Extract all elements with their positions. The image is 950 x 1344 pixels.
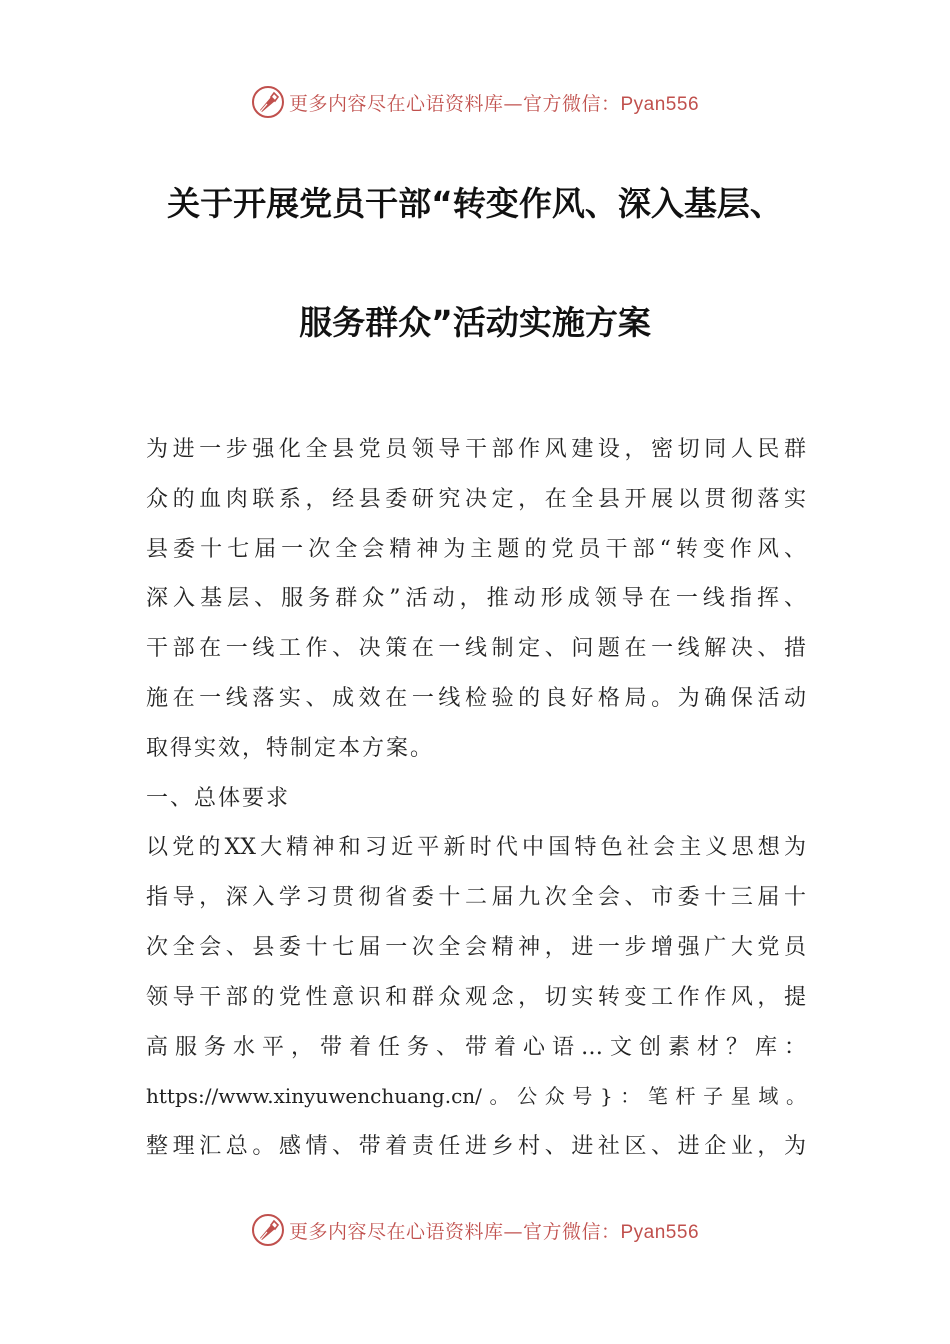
body-line: 以党的XX大精神和习近平新时代中国特色社会主义思想为	[146, 835, 806, 861]
body-line: 深入基层、服务群众”活动，推动形成领导在一线指挥、	[146, 586, 806, 612]
wechat-id: Pyan556	[620, 93, 700, 115]
body-line: 干部在一线工作、决策在一线制定、问题在一线解决、措	[146, 636, 806, 662]
body-line-url: https://www.xinyuwenchuang.cn/。公众号}：笔杆子星域。	[146, 1084, 806, 1109]
body-line: 次全会、县委十七届一次全会精神，进一步增强广大党员	[146, 934, 806, 960]
body-line: 取得实效，特制定本方案。	[146, 735, 435, 761]
document-body	[146, 425, 806, 1172]
body-line: 施在一线落实、成效在一线检验的良好格局。为确保活动	[146, 685, 806, 711]
header-banner	[0, 82, 950, 122]
body-line: 领导干部的党性意识和群众观念，切实转变工作作风，提	[146, 984, 806, 1010]
document-title-line-2: 服务群众”活动实施方案	[299, 303, 651, 342]
pen-nib-logo-icon	[251, 1213, 285, 1247]
banner-text: 更多内容尽在心语资料库—官方微信：Pyan556	[288, 92, 700, 115]
body-line: 高服务水平，带着任务、带着心语…文创素材？库：	[146, 1034, 806, 1060]
wechat-id: Pyan556	[620, 1221, 700, 1243]
section-heading: 一、总体要求	[146, 785, 291, 811]
document-title-line-1: 关于开展党员干部“转变作风、深入基层、	[167, 184, 783, 223]
pen-nib-logo-icon	[251, 85, 285, 119]
banner-text: 更多内容尽在心语资料库—官方微信：Pyan556	[288, 1220, 700, 1243]
body-line: 整理汇总。感情、带着责任进乡村、进社区、进企业，为	[146, 1134, 806, 1160]
footer-banner	[0, 1210, 950, 1250]
body-line: 为进一步强化全县党员领导干部作风建设，密切同人民群	[146, 437, 806, 462]
body-line: 县委十七届一次全会精神为主题的党员干部“转变作风、	[146, 536, 806, 562]
body-line: 指导，深入学习贯彻省委十二届九次全会、市委十三届十	[146, 885, 806, 911]
body-line: 众的血肉联系，经县委研究决定，在全县开展以贯彻落实	[146, 486, 806, 512]
